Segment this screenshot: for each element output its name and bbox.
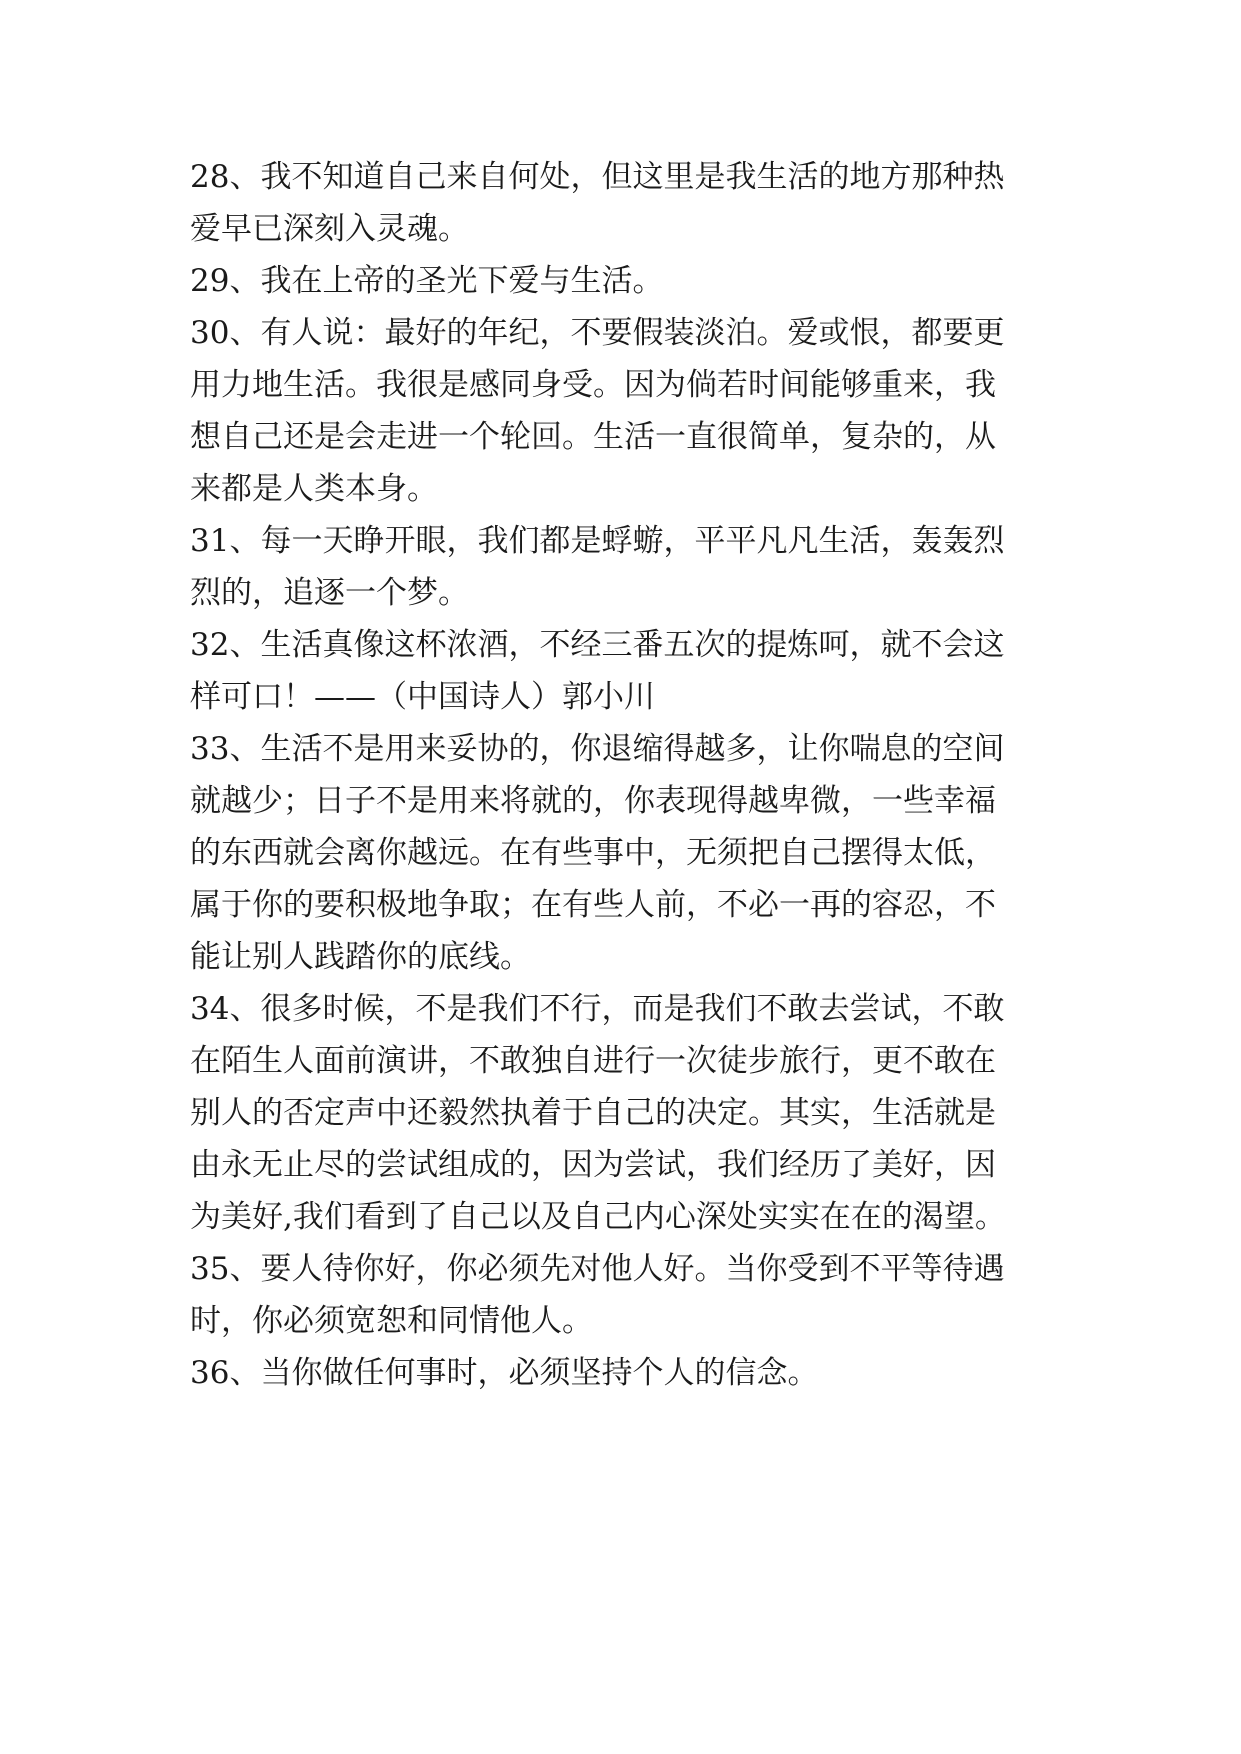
text-line: 33、生活不是用来妥协的，你退缩得越多，让你喘息的空间: [190, 731, 1005, 767]
text-line: 别人的否定声中还毅然执着于自己的决定。其实，生活就是: [190, 1095, 996, 1131]
text-line: 属于你的要积极地争取；在有些人前，不必一再的容忍，不: [190, 887, 996, 923]
text-line: 由永无止尽的尝试组成的，因为尝试，我们经历了美好，因: [190, 1147, 996, 1183]
text-line: 在陌生人面前演讲，不敢独自进行一次徒步旅行，更不敢在: [190, 1043, 996, 1079]
text-line: 36、当你做任何事时，必须坚持个人的信念。: [190, 1355, 819, 1391]
text-line: 34、很多时候，不是我们不行，而是我们不敢去尝试，不敢: [190, 991, 1005, 1027]
text-line: 来都是人类本身。: [190, 471, 438, 507]
text-line: 28、我不知道自己来自何处，但这里是我生活的地方那种热: [190, 159, 1005, 195]
text-line: 的东西就会离你越远。在有些事中，无须把自己摆得太低，: [190, 835, 996, 871]
text-line: 想自己还是会走进一个轮回。生活一直很简单，复杂的，从: [190, 419, 996, 455]
text-line: 为美好,我们看到了自己以及自己内心深处实实在在的渴望。: [190, 1199, 1006, 1235]
text-line: 用力地生活。我很是感同身受。因为倘若时间能够重来，我: [190, 367, 996, 403]
text-line: 35、要人待你好，你必须先对他人好。当你受到不平等待遇: [190, 1251, 1005, 1287]
text-line: 时，你必须宽恕和同情他人。: [190, 1303, 593, 1339]
text-line: 烈的，追逐一个梦。: [190, 575, 469, 611]
text-line: 样可口！——（中国诗人）郭小川: [190, 679, 655, 715]
text-line: 30、有人说：最好的年纪，不要假装淡泊。爱或恨，都要更: [190, 315, 1005, 351]
text-line: 能让别人践踏你的底线。: [190, 939, 531, 975]
text-line: 爱早已深刻入灵魂。: [190, 211, 469, 247]
text-line: 29、我在上帝的圣光下爱与生活。: [190, 263, 664, 299]
text-line: 31、每一天睁开眼，我们都是蜉蝣，平平凡凡生活，轰轰烈: [190, 523, 1005, 559]
text-line: 就越少；日子不是用来将就的，你表现得越卑微，一些幸福: [190, 783, 996, 819]
text-line: 32、生活真像这杯浓酒，不经三番五次的提炼呵，就不会这: [190, 627, 1005, 663]
